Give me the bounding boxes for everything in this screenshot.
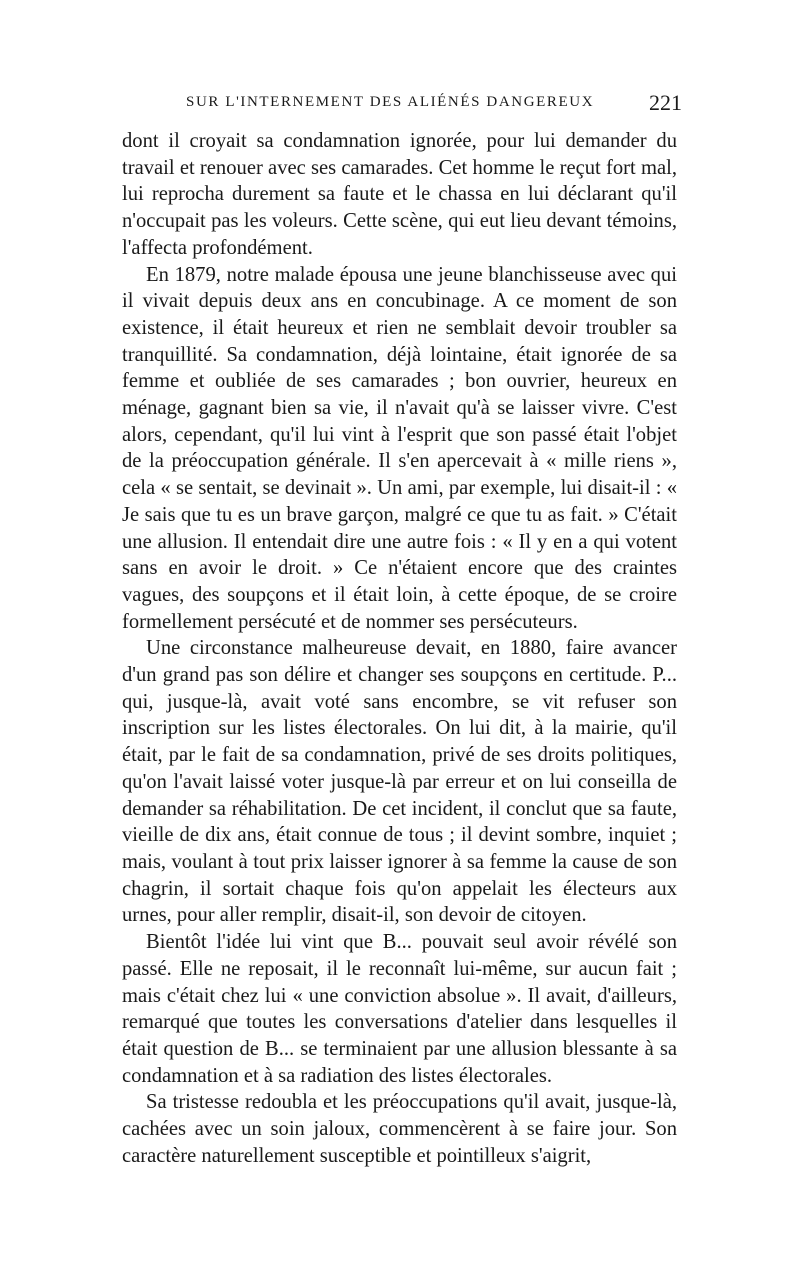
page-header [122, 90, 682, 120]
paragraph: Une circonstance malheureuse devait, en 1880, faire avancer d'un grand pas son délire et changer ses soupçons en certitude. P... qui, jusque-là, avait voté sans encombre, se vit refuser son inscription sur les listes électorales. On lui dit, à la mairie, qu'il était, par le fait de sa condamnation, privé de ses droits politiques, qu'on l'avait laissé voter jusque-là par erreur et on lui conseilla de demander sa réhabilitation. De cet incident, il conclut que sa faute, vieille de dix ans, était connue de tous ; il devint sombre, inquiet ; mais, voulant à tout prix laisser ignorer à sa femme la cause de son chagrin, il sortait chaque fois qu'on appelait les électeurs aux urnes, pour aller remplir, disait-il, son devoir de citoyen. [122, 637, 677, 927]
paragraph: dont il croyait sa condamnation ignorée, pour lui demander du travail et renouer avec ses camarades. Cet homme le reçut fort mal, lui reprocha durement sa faute et le chassa en lui déclarant qu'il n'occupait pas les voleurs. Cette scène, qui eut lieu devant témoins, l'affecta profondément. [122, 130, 677, 259]
running-title: SUR L'INTERNEMENT DES ALIÉNÉS DANGEREUX [186, 94, 595, 110]
paragraph: Bientôt l'idée lui vint que B... pouvait seul avoir révélé son passé. Elle ne reposait, il le reconnaît lui-même, sur aucun fait ; mais c'était chez lui « une conviction absolue ». Il avait, d'ailleurs, remarqué que toutes les conversations d'atelier dans lesquelles il était question de B... se terminaient par une allusion blessante à sa condamnation et à sa radiation des listes électorales. [122, 931, 677, 1087]
body-text [122, 128, 677, 1169]
paragraph: En 1879, notre malade épousa une jeune blanchisseuse avec qui il vivait depuis deux ans en concubinage. A ce moment de son existence, il était heureux et rien ne semblait devoir troubler sa tranquillité. Sa condamnation, déjà lointaine, était ignorée de sa femme et oubliée de ses camarades ; bon ouvrier, heureux en ménage, gagnant bien sa vie, il n'avait qu'à se laisser vivre. C'est alors, cependant, qu'il lui vint à l'esprit que son passé était l'objet de la préoccupation générale. Il s'en apercevait à « mille riens », cela « se sentait, se devinait ». Un ami, par exemple, lui disait-il : « Je sais que tu es un brave garçon, malgré ce que tu as fait. » C'était une allusion. Il entendait dire une autre fois : « Il y en a qui votent sans en avoir le droit. » Ce n'étaient encore que des craintes vagues, des soupçons et il était loin, à cette époque, de se croire formellement persécuté et de nommer ses persécuteurs. [122, 263, 677, 633]
page-number: 221 [649, 90, 682, 115]
paragraph: Sa tristesse redoubla et les préoccupations qu'il avait, jusque-là, cachées avec un soin jaloux, commencèrent à se faire jour. Son caractère naturellement susceptible et pointilleux s'aigrit, [122, 1091, 677, 1167]
